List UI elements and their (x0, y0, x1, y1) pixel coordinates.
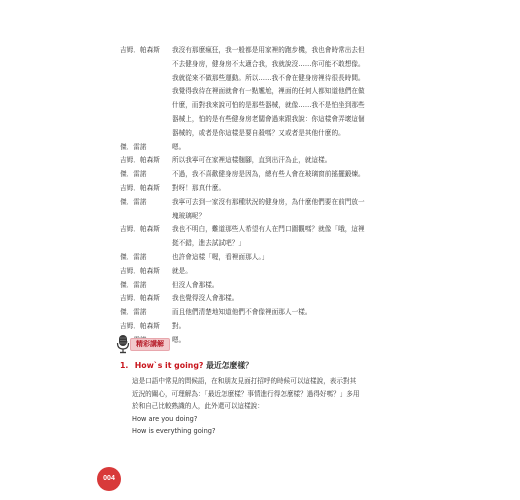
dialogue-row (120, 58, 420, 72)
speaker-name: 吉姆．帕森斯 (120, 294, 160, 303)
dialogue-row (120, 237, 420, 251)
dialogue-row (120, 210, 420, 224)
speaker-name: 傑．雷諾 (120, 142, 147, 151)
example-sentence: How is everything going? (132, 427, 216, 436)
microphone-icon (116, 334, 130, 354)
dialogue-row (120, 113, 420, 127)
dialogue-row (120, 306, 420, 320)
speaker-name: 傑．雷諾 (120, 308, 147, 317)
dialogue-line: 但沒人會那樣。 (172, 280, 219, 289)
dialogue-line: 我也不明白，難道那些人希望有人在門口圍觀嗎？就像「哦，這裡 (172, 225, 365, 234)
dialogue-line: 塊玻璃呢？ (172, 211, 206, 220)
dialogue-row (120, 44, 420, 58)
dialogue-row (120, 223, 420, 237)
speaker-name: 吉姆．帕森斯 (120, 46, 160, 54)
dialogue-row (120, 141, 420, 155)
explanation-block (132, 375, 404, 438)
dialogue-line: 挺不錯，進去試試吧？」 (172, 239, 246, 248)
section-label: 精彩講解 (130, 338, 170, 351)
dialogue-line: 不去健身房，健身房不太適合我，我就說沒……你可能不敢想像。 (172, 59, 365, 68)
dialogue-row (120, 72, 420, 86)
dialogue-row (120, 320, 420, 334)
speaker-name: 吉姆．帕森斯 (120, 266, 160, 275)
example-sentence: How are you doing? (132, 414, 198, 423)
dialogue-line: 也許會這樣「喔，看裡面那人。」 (172, 252, 269, 261)
dialogue-line: 什麼，而對我來說可怕的是那些器械，就像……我不是怕坐到那些 (172, 101, 365, 110)
dialogue-line: 對。 (172, 321, 186, 330)
speaker-name: 傑．雷諾 (120, 197, 147, 206)
dialogue-row (120, 168, 420, 182)
page-number-badge: 004 (97, 467, 121, 491)
speaker-name: 吉姆．帕森斯 (120, 321, 160, 330)
dialogue-row (120, 127, 420, 141)
explanation-line: 於和自己比較熟識的人，此外還可以這樣說： (132, 402, 264, 411)
speaker-name: 吉姆．帕森斯 (120, 183, 160, 192)
phrase-chinese: 最近怎麼樣？ (206, 361, 253, 370)
dialogue-row (120, 85, 420, 99)
speaker-name: 吉姆．帕森斯 (120, 225, 160, 234)
dialogue-line: 嗯。 (172, 142, 186, 151)
section-header (116, 334, 216, 354)
dialogue-row (120, 154, 420, 168)
speaker-name: 傑．雷諾 (120, 170, 147, 179)
dialogue-row (120, 279, 420, 293)
speaker-name: 傑．雷諾 (120, 252, 147, 261)
dialogue-row (120, 292, 420, 306)
phrase-heading (120, 360, 420, 372)
dialogue-row (120, 196, 420, 210)
speaker-name: 傑．雷諾 (120, 280, 147, 289)
dialogue-line: 不過，我不喜歡健身房是因為，總有些人會在玻璃窗前搖擺鍛煉。 (172, 170, 365, 179)
dialogue-line: 我覺得我待在裡面就會有一點尷尬，裡面的任何人都知道他們在做 (172, 87, 365, 96)
dialogue-row (120, 182, 420, 196)
dialogue-row (120, 251, 420, 265)
dialogue-line: 而且他們清楚地知道他們不會像裡面那人一樣。 (172, 308, 312, 317)
dialogue-row (120, 99, 420, 113)
dialogue-line: 我寧可去到一家沒有那種狀況的健身房，為什麼他們要在前門放一 (172, 197, 365, 206)
dialogue-row (120, 265, 420, 279)
phrase-english: How`s it going? (134, 361, 204, 370)
speaker-name: 吉姆．帕森斯 (120, 156, 160, 165)
dialogue-line: 我沒有那麼瘋狂，我一般都是用家裡的跑步機，我也會時常出去但 (172, 46, 365, 54)
dialogue-line: 器械上，怕的是有些健身房老闆會過來跟我說：你這樣會弄壞這個 (172, 114, 365, 123)
dialogue-line: 就是。 (172, 266, 192, 275)
explanation-line: 近況的關心，可理解為：「最近怎麼樣？事情進行得怎麼樣？過得好嗎？」多用 (132, 389, 360, 398)
dialogue-line: 對呀！那真什麼。 (172, 183, 226, 192)
explanation-line: 這是口語中常見的問候語，在和朋友見面打招呼的時候可以這樣說，表示對其 (132, 377, 357, 385)
phrase-number: 1. (120, 361, 129, 370)
dialogue-line: 器械的，或者是你這樣是要自殺嗎？又或者是其他什麼的。 (172, 128, 345, 137)
dialogue-line: 嗯。 (172, 335, 186, 344)
dialogue-line: 所以我寧可在家裡這樣翹腳，直到出汗為止，就這樣。 (172, 156, 332, 165)
dialogue-transcript (120, 44, 420, 348)
dialogue-line: 我就從來不做那些運動。所以……我不會在健身房裡待很長時間。 (172, 73, 365, 82)
dialogue-line: 我也覺得沒人會那樣。 (172, 294, 239, 303)
